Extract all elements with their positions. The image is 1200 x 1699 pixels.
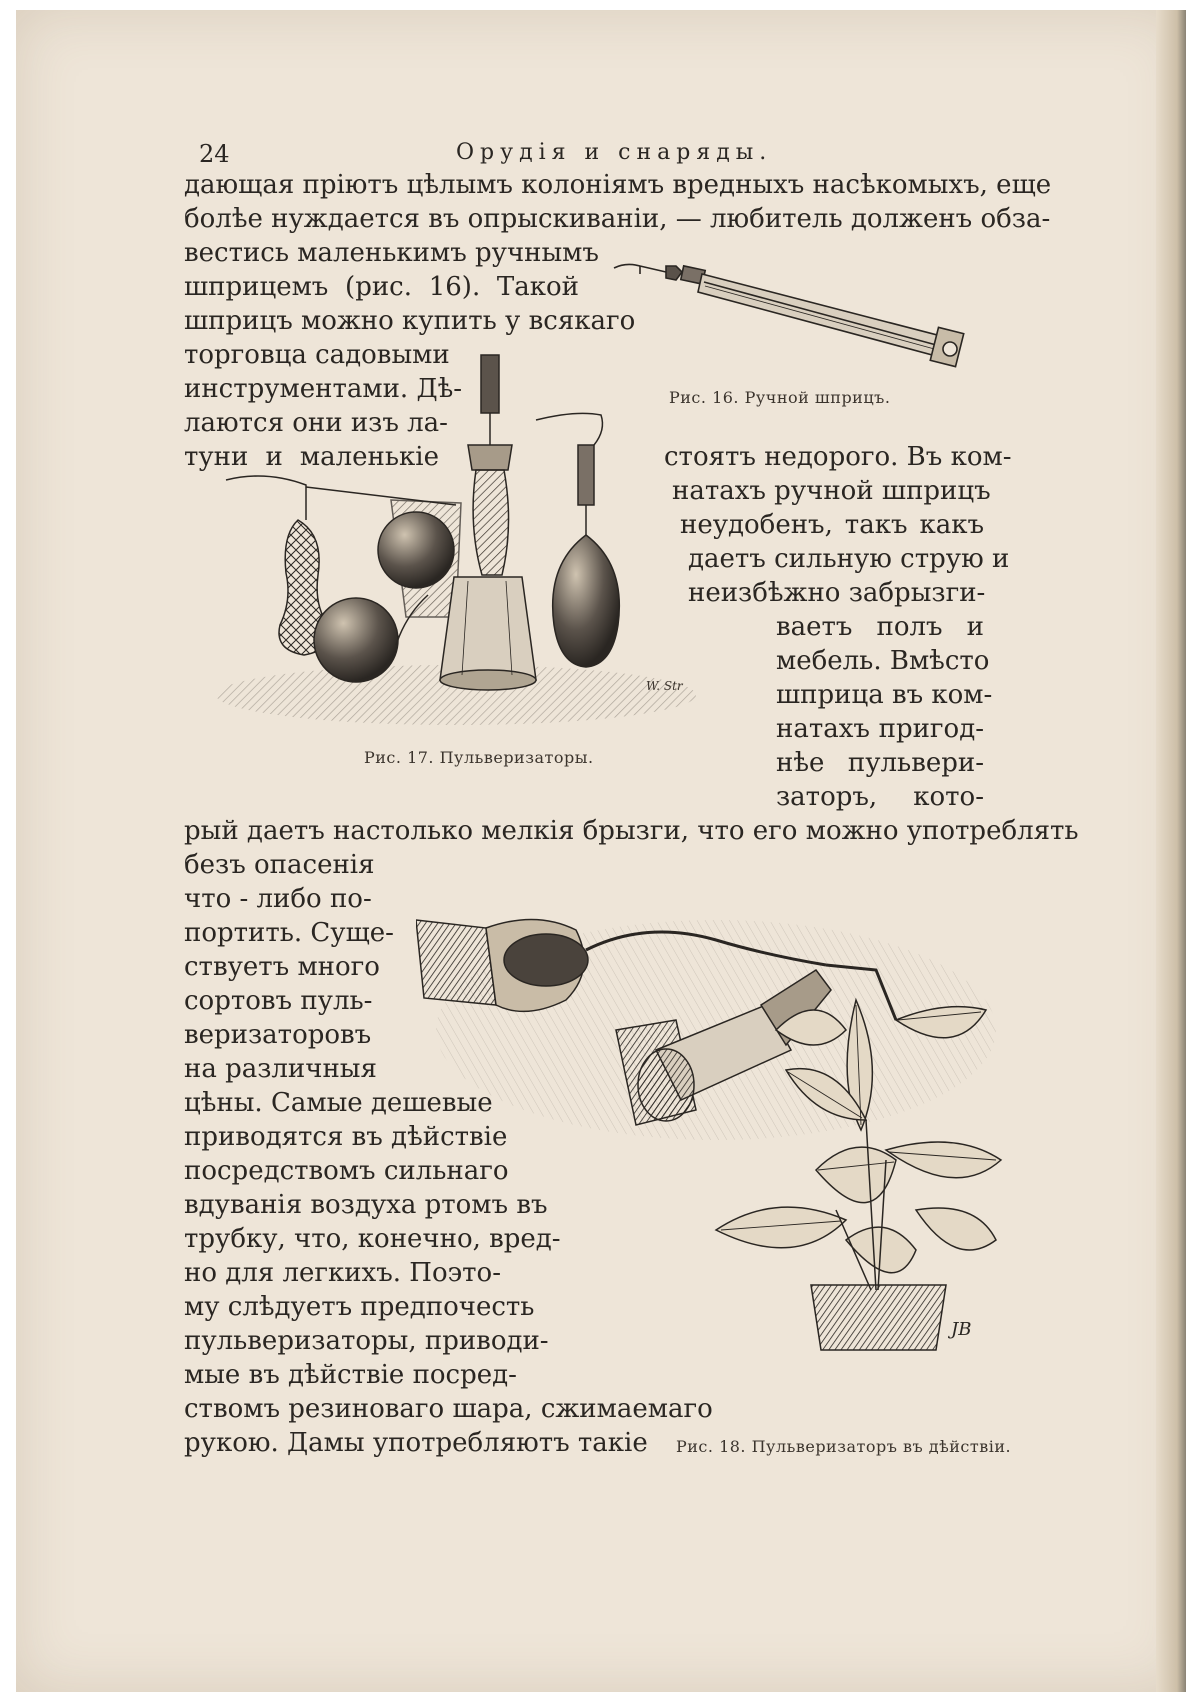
body-line: мебель. Вмѣсто: [776, 646, 990, 676]
sprayers-engraving: [206, 345, 706, 735]
body-line: нѣе пульвери-: [776, 748, 984, 778]
body-line: шприца въ ком-: [776, 680, 993, 710]
body-line: шприцемъ (рис. 16). Такой: [184, 272, 579, 302]
body-line: даетъ сильную струю и: [688, 544, 1010, 574]
body-line: стоятъ недорого. Въ ком-: [664, 442, 1012, 472]
figure-caption: Рис. 18. Пульверизаторъ въ дѣйствіи.: [676, 1437, 1012, 1456]
body-line: что - либо по-: [184, 884, 372, 914]
engraver-monogram: JB: [951, 1319, 972, 1340]
body-line: цѣны. Самые дешевые: [184, 1088, 493, 1118]
body-line: вдуванія воздуха ртомъ въ: [184, 1190, 548, 1220]
body-line: ствуетъ много: [184, 952, 380, 982]
body-line: ваетъ полъ и: [776, 612, 984, 642]
body-line: заторъ, кото-: [776, 782, 984, 812]
body-line: портить. Суще-: [184, 918, 394, 948]
body-line: рый даетъ настолько мелкія брызги, что его можно употреблять: [184, 816, 1079, 846]
page-number: 24: [199, 140, 230, 168]
body-line: натахъ ручной шприцъ: [672, 476, 991, 506]
figure-caption: Рис. 17. Пульверизаторы.: [364, 748, 594, 767]
book-page: [16, 10, 1186, 1692]
body-line: дающая пріютъ цѣлымъ колоніямъ вредныхъ насѣкомыхъ, еще: [184, 170, 1052, 200]
body-line: шприцъ можно купить у всякаго: [184, 306, 636, 336]
body-line: пульверизаторы, приводи-: [184, 1326, 549, 1356]
body-line: приводятся въ дѣйствіе: [184, 1122, 508, 1152]
body-line: трубку, что, конечно, вред-: [184, 1224, 561, 1254]
body-line: посредствомъ сильнаго: [184, 1156, 509, 1186]
body-line: ствомъ резиноваго шара, сжимаемаго: [184, 1394, 713, 1424]
engraver-signature: W. Str: [646, 679, 683, 693]
body-line: неизбѣжно забрызги-: [688, 578, 986, 608]
figure-caption: Рис. 16. Ручной шприцъ.: [669, 388, 891, 407]
body-line: болѣе нуждается въ опрыскиваніи, — любитель долженъ обза-: [184, 204, 1051, 234]
body-line: натахъ пригод-: [776, 714, 984, 744]
running-head: Орудія и снаряды.: [456, 140, 773, 165]
body-line: лаются они изъ ла-: [184, 408, 448, 438]
body-line: на различныя: [184, 1054, 377, 1084]
body-line: торговца садовыми: [184, 340, 450, 370]
body-line: сортовъ пуль-: [184, 986, 373, 1016]
body-line: веризаторовъ: [184, 1020, 372, 1050]
body-line: вестись маленькимъ ручнымъ: [184, 238, 599, 268]
sprayer-in-action-engraving: [416, 910, 1006, 1380]
body-line: но для легкихъ. Поэто-: [184, 1258, 501, 1288]
body-line: му слѣдуетъ предпочесть: [184, 1292, 535, 1322]
body-line: неудобенъ, такъ какъ: [680, 510, 984, 540]
body-line: безъ опасенія: [184, 850, 375, 880]
body-line: туни и маленькіе: [184, 442, 439, 472]
page-edge: [1156, 10, 1186, 1692]
body-line: рукою. Дамы употребляютъ такіе: [184, 1428, 648, 1458]
body-line: мые въ дѣйствіе посред-: [184, 1360, 517, 1390]
body-line: инструментами. Дѣ-: [184, 374, 463, 404]
